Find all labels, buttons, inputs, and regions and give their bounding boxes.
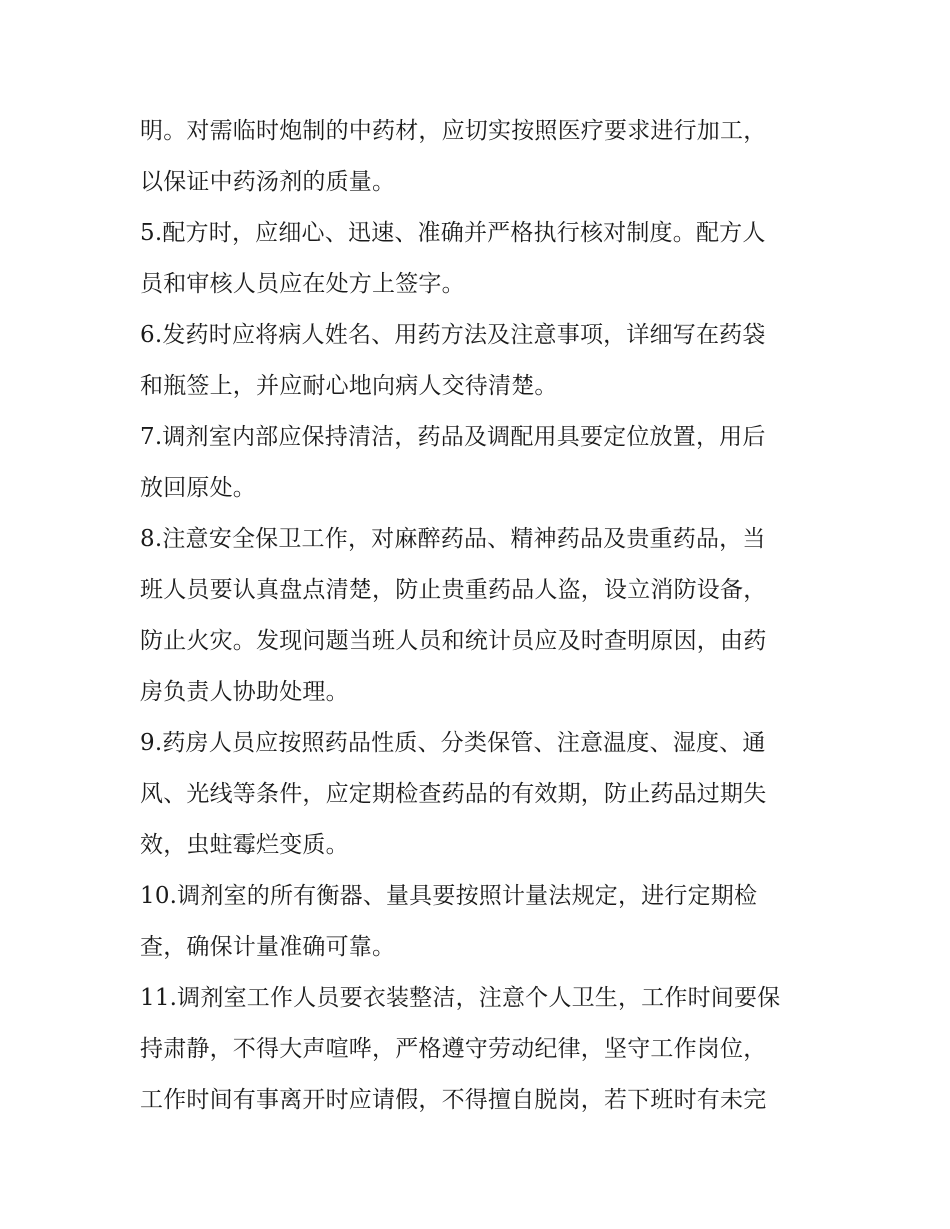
text-line: 11.调剂室工作人员要衣装整洁，注意个人卫生，工作时间要保	[140, 985, 781, 1011]
text-line: 8.注意安全保卫工作，对麻醉药品、精神药品及贵重药品，当	[140, 526, 766, 552]
text-line: 班人员要认真盘点清楚，防止贵重药品人盗，设立消防设备，	[140, 577, 767, 603]
text-line: 5.配方时，应细心、迅速、准确并严格执行核对制度。配方人	[140, 220, 766, 246]
body-text	[140, 106, 830, 1126]
text-line: 6.发药时应将病人姓名、用药方法及注意事项，详细写在药袋	[140, 322, 766, 348]
text-line: 和瓶签上，并应耐心地向病人交待清楚。	[140, 373, 558, 399]
text-line: 以保证中药汤剂的质量。	[140, 169, 396, 195]
text-line: 工作时间有事离开时应请假，不得擅自脱岗，若下班时有未完	[140, 1087, 767, 1113]
text-line: 防止火灾。发现问题当班人员和统计员应及时查明原因，由药	[140, 628, 767, 654]
text-line: 7.调剂室内部应保持清洁，药品及调配用具要定位放置，用后	[140, 424, 766, 450]
text-line: 员和审核人员应在处方上签字。	[140, 271, 465, 297]
text-line: 明。对需临时炮制的中药材，应切实按照医疗要求进行加工，	[140, 118, 767, 144]
text-line: 9.药房人员应按照药品性质、分类保管、注意温度、湿度、通	[140, 730, 766, 756]
text-line: 风、光线等条件，应定期检查药品的有效期，防止药品过期失	[140, 781, 767, 807]
text-line: 持肃静，不得大声喧哗，严格遵守劳动纪律，坚守工作岗位，	[140, 1036, 767, 1062]
text-line: 效，虫蛀霉烂变质。	[140, 832, 349, 858]
text-line: 房负责人协助处理。	[140, 679, 349, 705]
text-line: 放回原处。	[140, 475, 256, 501]
text-line: 查，确保计量准确可靠。	[140, 934, 396, 960]
text-line: 10.调剂室的所有衡器、量具要按照计量法规定，进行定期检	[140, 883, 758, 909]
